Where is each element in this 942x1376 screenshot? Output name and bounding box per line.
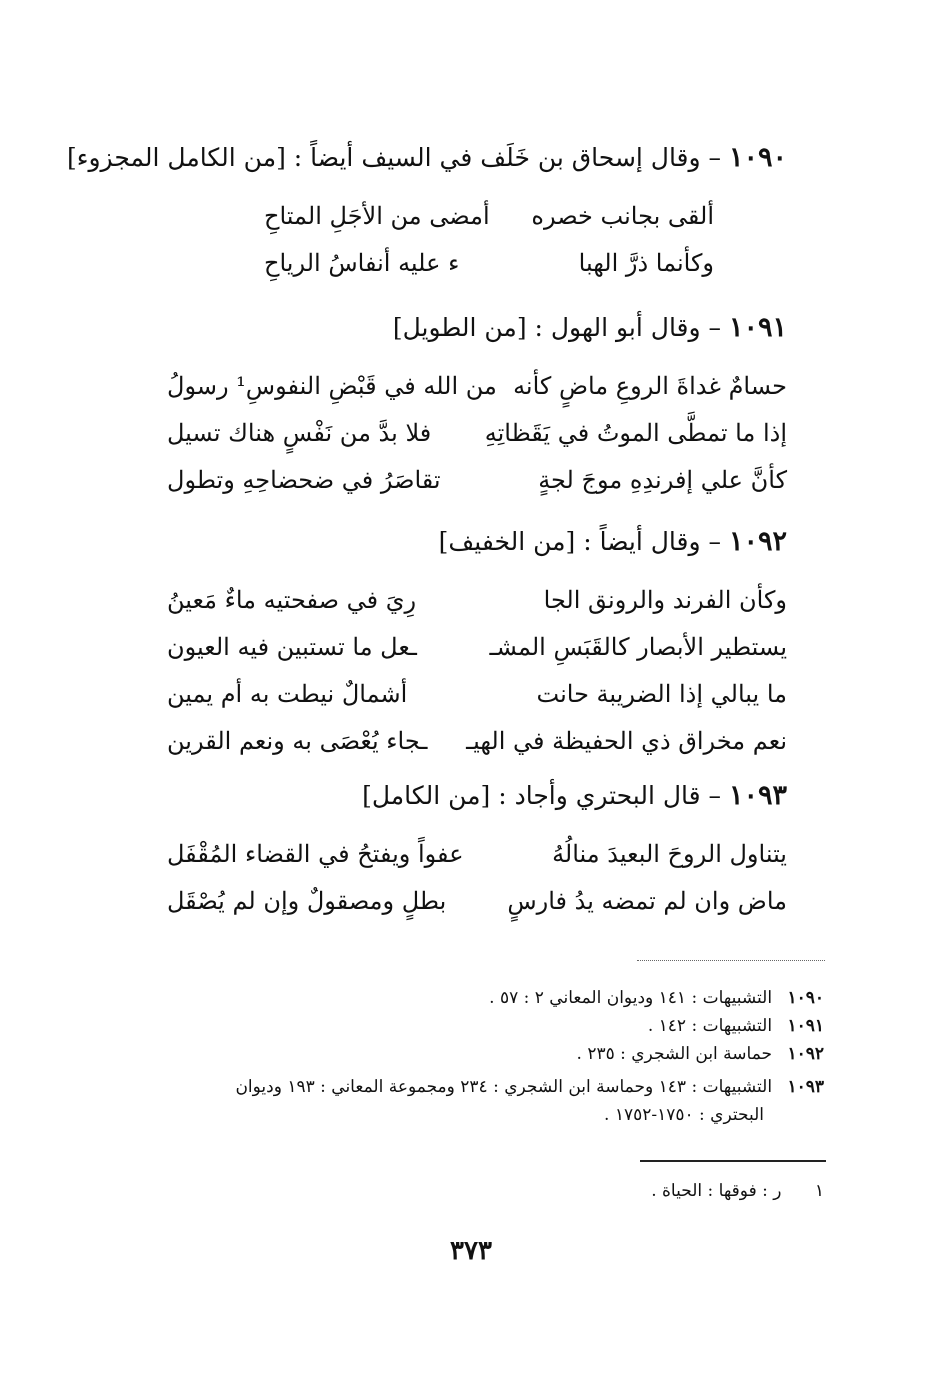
footnote-text: التشبيهات : ١٤٣ وحماسة ابن الشجري : ٢٣٤ ومجموعة المعاني : ١٩٣ وديوان (235, 1077, 773, 1097)
verse-line (167, 881, 787, 921)
verse-line (167, 460, 787, 500)
verse-second-hemistich: تقاصَرُ في ضحضاحِهِ وتطول (167, 466, 441, 494)
verse-second-hemistich: رِيَ في صفحتيه ماءٌ مَعينُ (167, 586, 417, 614)
footnote-separator (637, 960, 825, 961)
footnote (144, 1040, 824, 1068)
footnote-number: ١٠٩٢ (787, 1044, 824, 1064)
verse-line (167, 721, 787, 761)
verse-second-hemistich: عفواً ويفتحُ في القضاء المُقْفَل (167, 840, 464, 868)
verse-line (167, 627, 787, 667)
entry-heading (362, 778, 787, 814)
verse-second-hemistich: ـجاء يُعْصَى به ونعم القرين (167, 727, 428, 755)
footnote (144, 984, 824, 1012)
verse-first-hemistich: يتناول الروحَ البعيدَ منالُهُ (552, 840, 787, 868)
footnote-number: ١٠٩٠ (787, 988, 824, 1008)
footnote (144, 1073, 824, 1101)
page-number: ٣٧٣ (450, 1236, 492, 1266)
verse-first-hemistich: ماض وان لم تمضه يدُ فارسٍ (507, 887, 787, 915)
entry-number: ١٠٩٢ (728, 526, 787, 557)
verse-line (167, 674, 787, 714)
footnote-text: التشبيهات : ١٤١ وديوان المعاني ٢ : ٥٧ . (489, 988, 773, 1008)
footnote-continuation: البحتري : ١٧٥٠-١٧٥٢ . (604, 1105, 764, 1125)
textual-note-separator (640, 1160, 826, 1162)
footnote-text: التشبيهات : ١٤٢ . (647, 1016, 773, 1036)
verse-first-hemistich: يستطير الأبصار كالقَبَسِ المشـ (489, 633, 787, 661)
verse-first-hemistich: ألقى بجانب خصره (531, 202, 714, 230)
entry-number: ١٠٩١ (728, 312, 787, 343)
verse-first-hemistich: إذا ما تمطَّى الموتُ في يَقَظاتِهِ (484, 419, 787, 447)
entry-heading-text: – قال البحتري وأجاد : [من الكامل] (362, 781, 722, 810)
verse-line (167, 366, 787, 406)
verse-first-hemistich: وكأنما ذرَّ الهبا (578, 249, 714, 277)
verse-second-hemistich: من الله في قَبْضِ النفوسِ¹ رسولُ (167, 372, 497, 400)
entry-heading-text: – وقال إسحاق بن خَلَف في السيف أيضاً : [من الكامل المجزوء] (66, 143, 722, 172)
entry-number: ١٠٩٠ (728, 142, 787, 173)
verse-second-hemistich: أمضى من الأجَلِ المتاحِ (264, 202, 490, 230)
entry-heading (67, 140, 787, 176)
entry-heading (439, 524, 787, 560)
textual-note-text: ر : فوقها : الحياة . (651, 1181, 782, 1201)
footnote-number: ١٠٩١ (787, 1016, 824, 1036)
verse-second-hemistich: أشمالٌ نيطت به أم يمين (167, 680, 408, 708)
verse-first-hemistich: حسامٌ غداةَ الروعِ ماضٍ كأنه (513, 372, 787, 400)
verse-first-hemistich: ما يبالي إذا الضريبة حانت (536, 680, 787, 708)
entry-heading (393, 310, 787, 346)
verse-line (167, 834, 787, 874)
verse-line (264, 243, 714, 283)
verse-second-hemistich: ء عليه أنفاسُ الرياحِ (264, 249, 460, 277)
textual-note (651, 1177, 824, 1205)
verse-first-hemistich: وكأن الفرند والرونق الجا (543, 586, 787, 614)
footnote-text: حماسة ابن الشجري : ٢٣٥ . (576, 1044, 773, 1064)
verse-line (167, 580, 787, 620)
footnote-number: ١٠٩٣ (787, 1077, 824, 1097)
entry-number: ١٠٩٣ (728, 780, 787, 811)
verse-second-hemistich: بطلٍ ومصقولٌ وإن لم يُصْقَل (167, 887, 447, 915)
verse-second-hemistich: ـعل ما تستبين فيه العيون (167, 633, 417, 661)
entry-heading-text: – وقال أيضاً : [من الخفيف] (438, 527, 722, 556)
entry-heading-text: – وقال أبو الهول : [من الطويل] (392, 313, 722, 342)
verse-line (167, 413, 787, 453)
verse-second-hemistich: فلا بدَّ من نَفْسٍ هناك تسيل (167, 419, 432, 447)
textual-note-mark: ١ (814, 1181, 824, 1201)
verse-first-hemistich: كأنَّ علي إفرندِهِ موجَ لجةٍ (538, 466, 787, 494)
verse-first-hemistich: نعم مخراق ذي الحفيظة في الهيـ (466, 727, 787, 755)
verse-line (264, 196, 714, 236)
footnote (144, 1012, 824, 1040)
